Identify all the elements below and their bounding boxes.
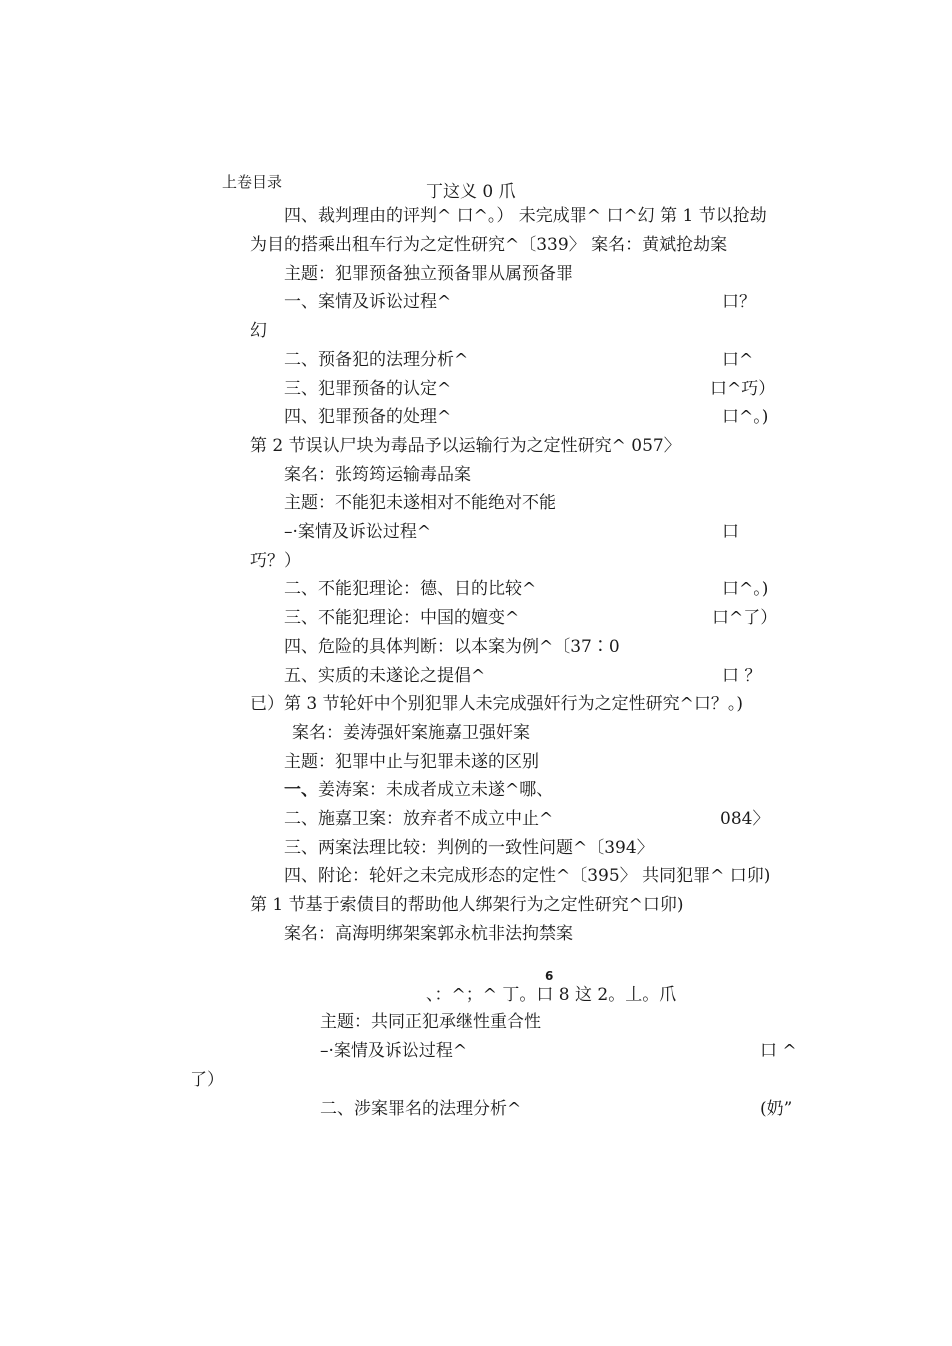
running-head: 上卷目录: [222, 173, 283, 191]
toc-line: 四、危险的具体判断：以本案为例^〔37∶0: [284, 637, 620, 657]
toc-page-ref: 口: [722, 522, 739, 542]
toc-line: 了）: [190, 1070, 224, 1090]
toc-line: 幻: [250, 321, 267, 341]
toc-line: 为目的搭乘出租车行为之定性研究^〔339〉 案名：黄斌抢劫案: [250, 235, 728, 255]
toc-page-ref: 口？: [722, 292, 756, 312]
toc-line: [284, 779, 553, 801]
toc-line: 主题：共同正犯承继性重合性: [320, 1012, 541, 1032]
toc-section: 第 2 节误认尸块为毒品予以运输行为之定性研究^ 057〉: [250, 436, 681, 456]
toc-line: 二、施嘉卫案：放弃者不成立中止^: [284, 809, 554, 829]
toc-line: 主题：不能犯未遂相对不能绝对不能: [284, 493, 556, 513]
toc-line: 三、两案法理比较：判例的一致性问题^〔394〉: [284, 838, 654, 858]
toc-line: 三、犯罪预备的认定^: [284, 379, 452, 399]
toc-page-ref: 口^。): [722, 579, 769, 599]
page-number: 6: [545, 969, 554, 983]
toc-section: 第 1 节基于索债目的帮助他人绑架行为之定性研究^口卯): [250, 895, 684, 915]
toc-page-ref: 口 ？: [722, 666, 762, 686]
toc-line: 主题：犯罪预备独立预备罪从属预备罪: [284, 264, 573, 284]
toc-line: 案名：高海明绑架案郭永杭非法拘禁案: [284, 924, 573, 944]
toc-page-ref: 口 ^: [760, 1041, 797, 1061]
toc-line: 二、涉案罪名的法理分析^: [320, 1099, 522, 1119]
toc-page-ref: 084〉: [720, 809, 770, 829]
garbled-header: 丁这义 0 爪: [426, 182, 516, 202]
toc-line: 五、实质的未遂论之提倡^: [284, 666, 486, 686]
toc-line: 四、裁判理由的评判^ 口^。） 未完成罪^ 口^幻 第 1 节以抢劫: [284, 206, 767, 226]
toc-page-ref: 口^巧）: [710, 379, 776, 399]
toc-line: 巧？）: [250, 551, 301, 571]
toc-section: 已）第 3 节轮奸中个别犯罪人未完成强奸行为之定性研究^口？。): [250, 694, 743, 714]
toc-line-text: 姜涛案：未成者成立未遂^哪、: [318, 780, 554, 800]
toc-line: 一、案情及诉讼过程^: [284, 292, 452, 312]
toc-line: 三、不能犯理论：中国的嬗变^: [284, 608, 520, 628]
toc-line: –·案情及诉讼过程^: [284, 522, 432, 542]
garbled-footer: 、：^；^ 丁。口 8 这 2。丄。爪: [426, 985, 677, 1005]
toc-line: 二、不能犯理论：德、日的比较^: [284, 579, 537, 599]
toc-page-ref: 口^了）: [712, 608, 778, 628]
toc-page-ref: 口^: [722, 350, 754, 370]
toc-line-marker: 一、: [284, 780, 318, 800]
toc-line: 四、附论：轮奸之未完成形态的定性^〔395〉 共同犯罪^ 口卯): [284, 866, 771, 886]
toc-line: –·案情及诉讼过程^: [320, 1041, 468, 1061]
toc-page-ref: (奶”: [760, 1099, 793, 1119]
toc-line: 案名：张筠筠运输毒品案: [284, 465, 471, 485]
toc-line: 案名：姜涛强奸案施嘉卫强奸案: [292, 723, 530, 743]
toc-page-ref: 口^。): [722, 407, 769, 427]
toc-line: 二、预备犯的法理分析^: [284, 350, 469, 370]
toc-line: 四、犯罪预备的处理^: [284, 407, 452, 427]
toc-line: 主题：犯罪中止与犯罪未遂的区别: [284, 752, 539, 772]
